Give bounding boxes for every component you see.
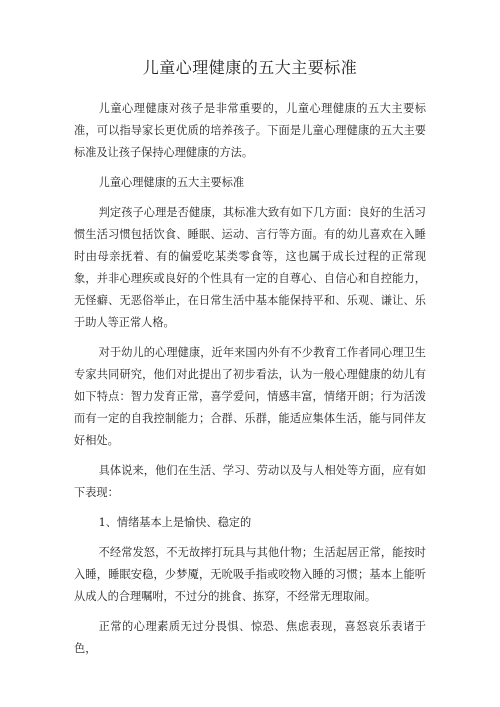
intro-paragraph: 儿童心理健康对孩子是非常重要的，儿童心理健康的五大主要标准，可以指导家长更优质的培养孩子。下面是儿童心理健康的五大主要标准及让孩子保持心理健康的方法。 xyxy=(74,102,426,159)
item1-heading: 1、情绪基本上是愉快、稳定的 xyxy=(98,516,252,529)
item1-paragraph: 不经常发怒，不无故摔打玩具与其他什物；生活起居正常，能按时入睡，睡眠安稳，少梦魇，无吮吸手指或咬物入睡的习惯；基本上能听从成人的合理嘱咐，不过分的挑食、拣穿，不经常无理取闹。 xyxy=(74,546,426,603)
criteria-paragraph: 判定孩子心理是否健康，其标准大致有如下几方面：良好的生活习惯生活习惯包括饮食、睡眠、运动、言行等方面。有的幼儿喜欢在入睡时由母亲抚着、有的偏爱吃某类零食等，这也属于成长过程的正常现象，并非心理疾或良好的个性具有一定的自尊心、自信心和自控能力，无怪癖、无恶俗举止，在日常生活中基本能保持平和、乐观、谦让、乐于助人等正常人格。 xyxy=(74,206,426,329)
document-title: 儿童心理健康的五大主要标准 xyxy=(142,58,358,77)
section-heading: 儿童心理健康的五大主要标准 xyxy=(98,176,245,189)
research-paragraph: 对于幼儿的心理健康，近年来国内外有不少教育工作者同心理卫生专家共同研究，他们对此提出了初步看法，认为一般心理健康的幼儿有如下特点：智力发育正常，喜学爱问，情感丰富，情绪开朗；行为活泼而有一定的自我控制能力；合群、乐群，能适应集体生活，能与同伴友好相处。 xyxy=(74,346,426,447)
psychology-paragraph: 正常的心理素质无过分畏惧、惊恐、焦虑表现，喜怒哀乐表诸于色， xyxy=(74,620,426,655)
specifics-paragraph: 具体说来，他们在生活、学习、劳动以及与人相处等方面，应有如下表现： xyxy=(74,464,426,499)
